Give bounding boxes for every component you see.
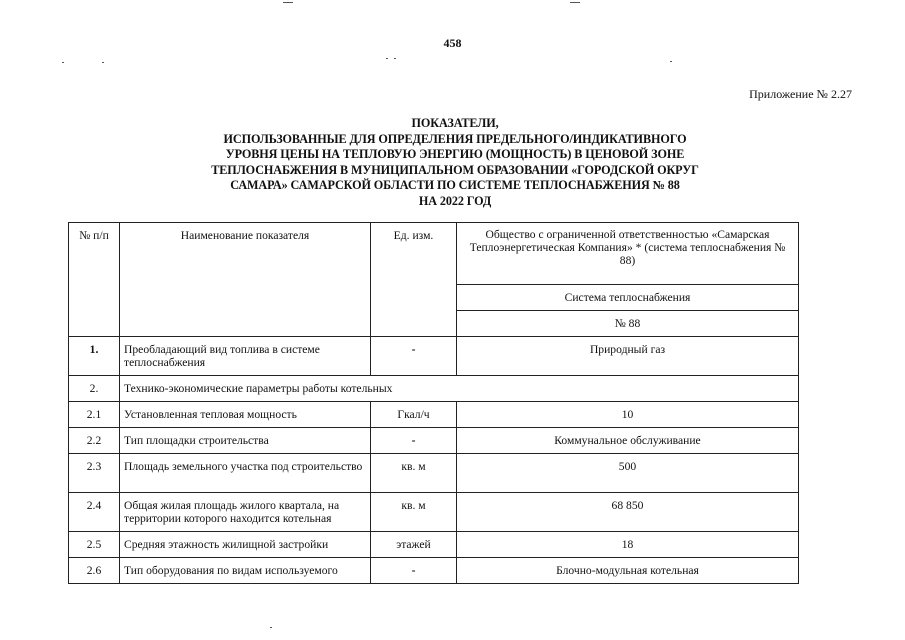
table-header-row: [69, 223, 799, 285]
row-unit: Гкал/ч: [371, 402, 457, 428]
row-value: 68 850: [457, 493, 799, 532]
table-row: [69, 337, 799, 376]
row-name: Общая жилая площадь жилого квартала, на территории которого находится котельная: [120, 493, 371, 532]
row-unit: -: [371, 558, 457, 584]
row-unit: кв. м: [371, 454, 457, 493]
title-line: ТЕПЛОСНАБЖЕНИЯ В МУНИЦИПАЛЬНОМ ОБРАЗОВАНИИ «ГОРОДСКОЙ ОКРУГ: [211, 162, 699, 177]
indicators-table: [68, 222, 799, 584]
header-name: Наименование показателя: [120, 223, 371, 337]
scan-speck: [670, 61, 672, 62]
scan-speck: [570, 2, 580, 3]
header-system: Система теплоснабжения: [457, 285, 799, 311]
row-name: Установленная тепловая мощность: [120, 402, 371, 428]
row-name: Тип оборудования по видам используемого: [120, 558, 371, 584]
header-num: № п/п: [69, 223, 120, 337]
header-organization: Общество с ограниченной ответственностью «Самарская Теплоэнергетическая Компания» * (система теплоснабжения № 88): [457, 223, 799, 285]
page-number: 458: [443, 36, 462, 50]
table-row: [69, 532, 799, 558]
row-value: 18: [457, 532, 799, 558]
row-name: Преобладающий вид топлива в системе теплоснабжения: [120, 337, 371, 376]
row-num: 2.3: [69, 454, 120, 493]
table-row: [69, 558, 799, 584]
title-line: САМАРА» САМАРСКОЙ ОБЛАСТИ ПО СИСТЕМЕ ТЕПЛОСНАБЖЕНИЯ № 88: [230, 178, 680, 193]
title-line: НА 2022 ГОД: [418, 193, 492, 208]
title-line: УРОВНЯ ЦЕНЫ НА ТЕПЛОВУЮ ЭНЕРГИЮ (МОЩНОСТЬ) В ЦЕНОВОЙ ЗОНЕ: [225, 147, 685, 162]
row-unit: этажей: [371, 532, 457, 558]
scan-speck: [394, 58, 396, 59]
row-value: Природный газ: [457, 337, 799, 376]
row-unit: кв. м: [371, 493, 457, 532]
row-name: Тип площадки строительства: [120, 428, 371, 454]
header-unit: Ед. изм.: [371, 223, 457, 337]
row-num: 2.2: [69, 428, 120, 454]
row-value: 10: [457, 402, 799, 428]
scan-speck: [283, 2, 293, 3]
row-value: Блочно-модульная котельная: [457, 558, 799, 584]
table-row: [69, 376, 799, 402]
table-row: [69, 493, 799, 532]
table-row: [69, 454, 799, 493]
header-system-number: № 88: [457, 311, 799, 337]
row-num: 2.6: [69, 558, 120, 584]
title-line: ПОКАЗАТЕЛИ,: [411, 116, 499, 130]
scan-speck: [62, 62, 64, 63]
row-num: 2.4: [69, 493, 120, 532]
row-unit: -: [371, 428, 457, 454]
title-line: ИСПОЛЬЗОВАННЫЕ ДЛЯ ОПРЕДЕЛЕНИЯ ПРЕДЕЛЬНОГО/ИНДИКАТИВНОГО: [223, 131, 687, 146]
scan-speck: [270, 627, 272, 628]
table-row: [69, 428, 799, 454]
table-row: [69, 402, 799, 428]
document-title: [120, 116, 790, 210]
row-num: 2.: [69, 376, 120, 402]
row-unit: -: [371, 337, 457, 376]
scan-speck: [386, 58, 388, 59]
row-name: Средняя этажность жилищной застройки: [120, 532, 371, 558]
row-value: Коммунальное обслуживание: [457, 428, 799, 454]
row-value: 500: [457, 454, 799, 493]
row-name: Площадь земельного участка под строительство: [120, 454, 371, 493]
scan-speck: [102, 62, 104, 63]
row-section-name: Технико-экономические параметры работы котельных: [120, 376, 799, 402]
row-num: 1.: [69, 337, 120, 376]
row-num: 2.1: [69, 402, 120, 428]
appendix-label: Приложение № 2.27: [749, 87, 852, 101]
row-num: 2.5: [69, 532, 120, 558]
